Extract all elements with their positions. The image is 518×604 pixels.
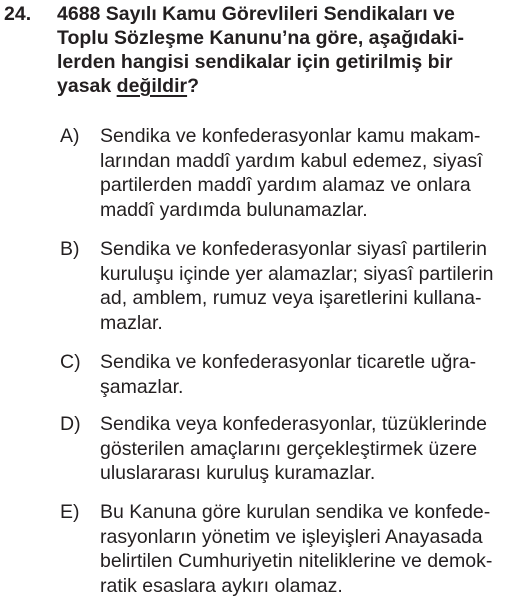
stem-emphasis-degildir: değildir <box>116 75 188 97</box>
option-letter: E) <box>60 501 80 523</box>
option-letter: D) <box>60 413 81 435</box>
option-line: Bu Kanuna göre kurulan sendika ve konfede- <box>100 501 491 523</box>
option-line: gösterilen amaçlarını gerçekleştirmek üzere <box>100 437 478 460</box>
option-text <box>100 350 512 399</box>
option-line: ratik esaslara aykırı olamaz. <box>100 574 343 597</box>
question-number: 24. <box>4 3 32 25</box>
option-line: kuruluşu içinde yer alamazlar; siyasî partilerin <box>100 262 494 285</box>
stem-line: 4688 Sayılı Kamu Görevlileri Sendikaları ve <box>57 3 455 25</box>
option-line: mazlar. <box>100 311 163 334</box>
option-line: maddî yardımda bulunamazlar. <box>100 198 368 221</box>
option-letter: C) <box>60 351 81 373</box>
option-line: Sendika veya konfederasyonlar, tüzüklerinde <box>100 413 487 435</box>
stem-line: lerden hangisi sendikalar için getirilmiş bir <box>57 51 453 73</box>
option-text <box>100 237 512 335</box>
stem-last-suffix: ? <box>187 75 199 97</box>
option-text <box>100 412 512 486</box>
option-line: partilerden maddî yardım alamaz ve onlara <box>100 174 471 196</box>
option-line: rasyonların yönetim ve işleyişleri Anayasada <box>100 525 483 548</box>
option-line: belirtilen Cumhuriyetin niteliklerine ve demok- <box>100 550 493 572</box>
option-text <box>100 124 512 222</box>
option-letter: A) <box>60 125 80 147</box>
option-line: larından maddî yardım kabul edemez, siyasî <box>100 149 483 172</box>
question-stem <box>57 2 512 98</box>
option-line: Sendika ve konfederasyonlar siyasî partilerin <box>100 238 487 260</box>
option-line: şamazlar. <box>100 375 184 398</box>
stem-line: Toplu Sözleşme Kanunu’na göre, aşağıdaki- <box>57 27 465 49</box>
option-line: Sendika ve konfederasyonlar kamu makam- <box>100 125 481 147</box>
option-line: ad, amblem, rumuz veya işaretlerini kullana- <box>100 287 482 309</box>
option-line: Sendika ve konfederasyonlar ticaretle uğra- <box>100 351 477 373</box>
option-letter: B) <box>60 238 80 260</box>
stem-last-line <box>57 74 512 98</box>
option-text <box>100 500 512 598</box>
option-line: uluslararası kuruluş kuramazlar. <box>100 462 376 484</box>
stem-last-prefix: yasak <box>57 75 117 97</box>
